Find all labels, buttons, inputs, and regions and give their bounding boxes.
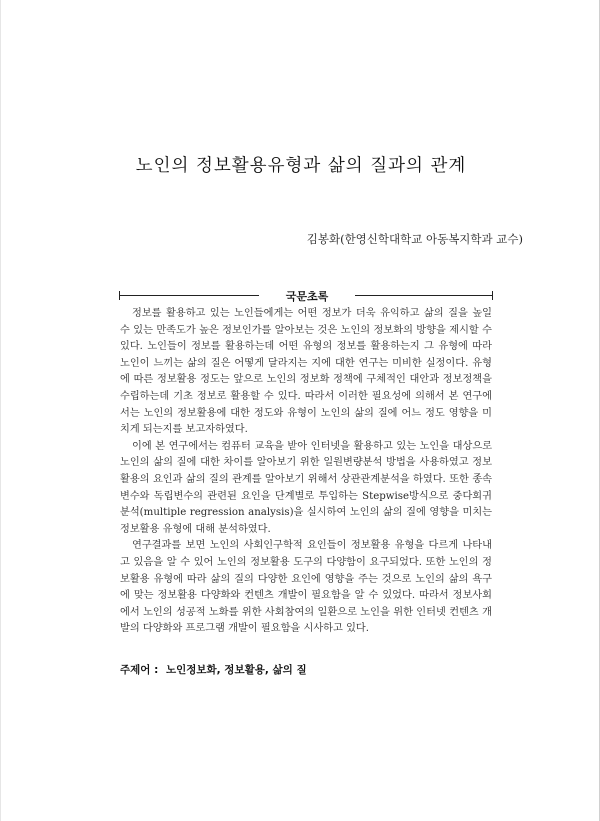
header-rule-right [355,295,493,296]
author-affiliation: 김봉화(한영신학대학교 아동복지학과 교수) [306,232,523,246]
abstract-body [120,306,492,638]
abstract-paragraph: 정보를 활용하고 있는 노인들에게는 어떤 정보가 더욱 유익하고 삶의 질을 높일 수 있는 만족도가 높은 정보인가를 알아보는 것은 노인의 정보화의 방향을 제시할 수 있다. 노인들이 정보를 활용하는데 어떤 유형의 정보를 활용하는지 그 유형에 따라 노인이 느끼는 삶의 질은 어떻게 달라지는 지에 대한 연구는 미비한 실정이다. 유형에 따른 정보활용 정도는 앞으로 노인의 정보화 정책에 구체적인 대안과 정보정책을 수립하는데 기초 정보로 활용할 수 있다. 따라서 이러한 필요성에 의해서 본 연구에서는 노인의 정보활용에 대한 정도와 유형이 노인의 삶의 질에 어느 정도 영향을 미치게 되는지를 보고자하였다. [120,308,492,436]
abstract-paragraph: 연구결과를 보면 노인의 사회인구학적 요인들이 정보활용 유형을 다르게 나타내고 있음을 알 수 있어 노인의 정보활용 도구의 다양함이 요구되었다. 또한 노인의 정보활용 유형에 따라 삶의 질의 다양한 요인에 영향을 주는 것으로 노인의 삶의 욕구에 맞는 정보활용 다양화와 컨텐츠 개발이 필요함을 알 수 있었다. 따라서 정보사회에서 노인의 성공적 노화를 위한 사회참여의 일환으로 노인을 위한 인터넷 컨텐츠 개발의 다양화와 프로그램 개발이 필요함을 시사하고 있다. [120,540,492,635]
abstract-paragraph: 이에 본 연구에서는 컴퓨터 교육을 받아 인터넷을 활용하고 있는 노인을 대상으로 노인의 삶의 질에 대한 차이를 알아보기 위한 일원변량분석 방법을 사용하였고 정보활용의 요인과 삶의 질의 관계를 알아보기 위해서 상관관계분석을 하였다. 또한 종속변수와 독립변수의 관련된 요인을 단계별로 투입하는 Stepwise방식으로 중다회귀분석(multiple regression analysis)을 실시하여 노인의 삶의 질에 영향을 미치는 정보활용 유형에 대해 분석하였다. [120,440,492,535]
keywords-terms: 노인정보화, 정보활용, 삶의 질 [165,664,307,676]
header-rule-left [119,295,259,296]
keywords-label: 주제어 : [120,664,159,676]
abstract-header [119,288,493,302]
keywords [120,662,492,677]
abstract-heading: 국문초록 [285,290,329,303]
paper-title: 노인의 정보활용유형과 삶의 질과의 관계 [135,156,467,176]
header-rule-cap-right [492,291,493,300]
